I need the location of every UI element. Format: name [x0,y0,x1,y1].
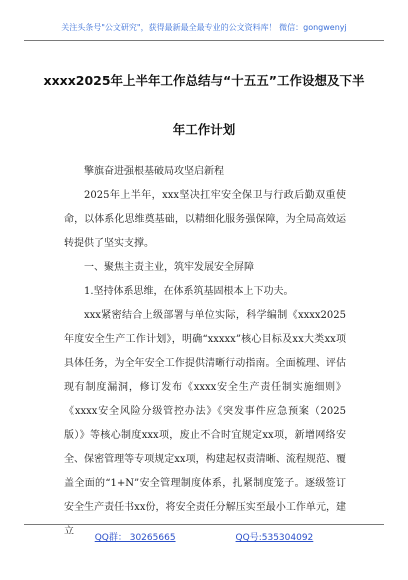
intro-paragraph: 2025年上半年，xxx坚决扛牢安全保卫与行政后勤双重使命，以体系化思维奠基础，以精细化服务强保障，为全局高效运转提供了坚实支撑。 [64,190,346,249]
document-body [64,160,346,544]
footer-qq-group: QQ群： 30265665 [94,533,176,543]
footer [0,530,408,543]
header-divider [24,40,384,41]
body-paragraph: xxx紧密结合上级部署与单位实际，科学编制《xxxx2025年度安全生产工作计划》，明确“xxxxx”核心目标及xx大类xx项具体任务，为全年安全工作提供清晰行动指南。全面梳理、评估现有制度漏洞，修订发布《xxxx安全生产责任制实施细则》《xxxx安全风险分级管控办法》《突发事件应急预案（2025版）》等核心制度xxx项，废止不合时宜规定xx项，新增网络安全、保密管理等专项规定xx项，构建起权责清晰、流程规范、覆盖全面的“1+N”安全管理制度体系，扎紧制度笼子。逐级签订安全生产责任书xx份，将安全责任分解压实至最小工作单元，建立 [64,310,346,537]
header-banner: 关注头条号"公文研究"，获得最新最全最专业的公文资料库！ 微信：gongwenyj [61,23,347,32]
section-heading: 一、聚焦主责主业，筑牢发展安全屏障 [84,262,254,273]
footer-divider [24,524,384,525]
subsection-heading: 1.坚持体系思维，在体系筑基固根本上下功夫。 [84,286,294,297]
footer-qq-number: QQ号:535304092 [235,533,314,543]
document-title-line-2: 年工作计划 [172,122,236,137]
document-title-line-1: xxxx2025年上半年工作总结与“十五五”工作设想及下半 [43,73,365,88]
subtitle: 擎旗奋进强根基破局攻坚启新程 [84,166,224,177]
